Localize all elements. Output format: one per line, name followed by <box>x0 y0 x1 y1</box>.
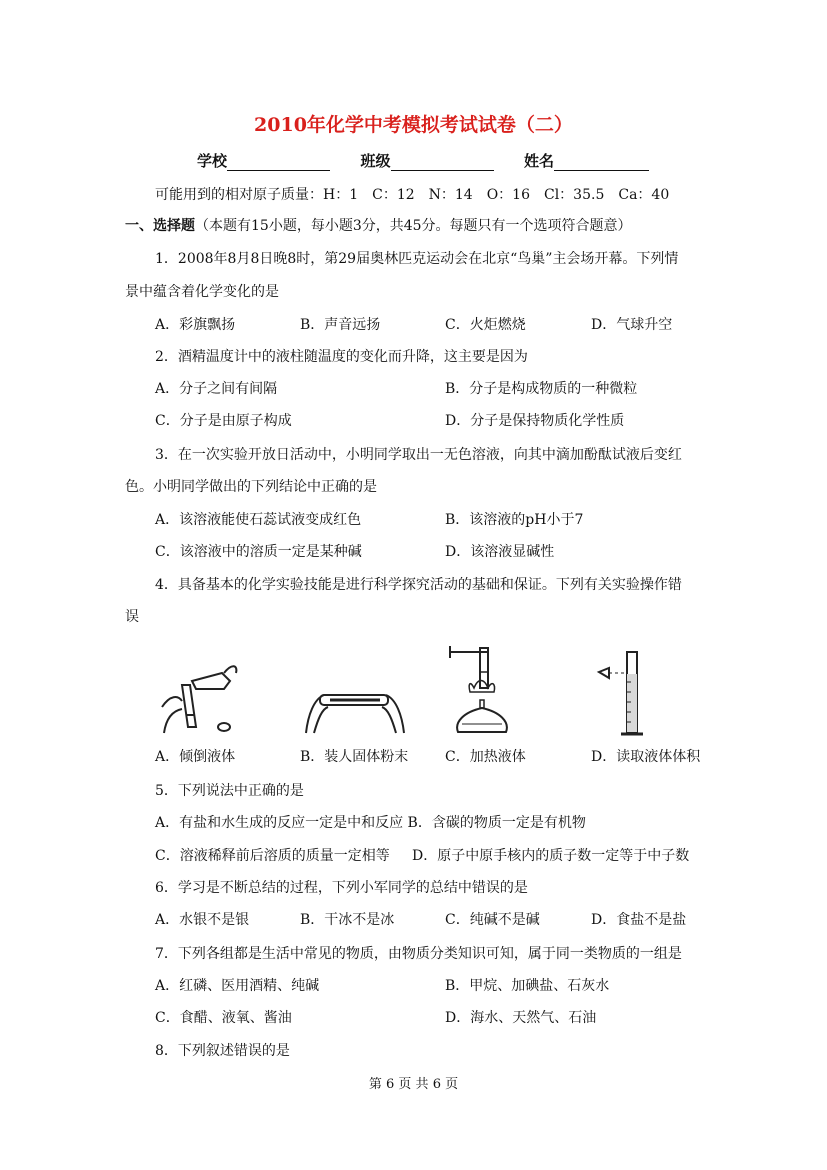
option-a[interactable]: A．水银不是银 <box>155 912 250 928</box>
option-a[interactable]: A．倾倒液体 <box>155 749 236 765</box>
school-label: 学校 <box>197 152 228 170</box>
question-text: 4．具备基本的化学实验技能是进行科学探究活动的基础和保证。下列有关实验操作错 <box>155 577 682 593</box>
section-title: 一、选择题 <box>125 218 195 234</box>
option-c[interactable]: C．火炬燃烧 <box>445 317 526 333</box>
option-d[interactable]: D．海水、天然气、石油 <box>445 1010 597 1026</box>
option-c[interactable]: C．食醋、液氧、酱油 <box>155 1010 292 1026</box>
option-d[interactable]: D．该溶液显碱性 <box>445 544 555 560</box>
option-b[interactable]: B．装人固体粉末 <box>300 749 409 765</box>
option-b[interactable]: B．声音远扬 <box>300 317 381 333</box>
student-info-line <box>197 150 649 171</box>
option-c[interactable]: C．加热液体 <box>445 749 526 765</box>
name-label: 姓名 <box>523 152 554 170</box>
question-text: 1．2008年8月8日晚8时，第29届奥林匹克运动会在北京“鸟巢”主会场开幕。下列情 <box>155 251 679 267</box>
name-field[interactable] <box>554 156 649 171</box>
option-a[interactable]: A．红磷、医用酒精、纯碱 <box>155 978 320 994</box>
option-a[interactable]: A．分子之间有间隔 <box>155 381 278 397</box>
question-text: 误 <box>125 609 139 625</box>
question-text: 2．酒精温度计中的液柱随温度的变化而升降，这主要是因为 <box>155 349 528 365</box>
pouring-liquid-figure <box>152 655 242 735</box>
option-a[interactable]: A．该溶液能使石蕊试液变成红色 <box>155 512 362 528</box>
question-text: 景中蕴含着化学变化的是 <box>125 284 279 300</box>
class-label: 班级 <box>360 152 391 170</box>
reading-volume-figure <box>595 648 655 740</box>
option-b[interactable]: B．甲烷、加碘盐、石灰水 <box>445 978 610 994</box>
class-field[interactable] <box>391 156 494 171</box>
section-heading <box>125 215 632 235</box>
school-field[interactable] <box>227 156 330 171</box>
option-d[interactable]: D．原子中原手核内的质子数一定等于中子数 <box>412 848 690 864</box>
option-c[interactable]: C．该溶液中的溶质一定是某种碱 <box>155 544 362 560</box>
question-text: 8．下列叙述错误的是 <box>155 1043 290 1059</box>
question-text: 7．下列各组都是生活中常见的物质，由物质分类知识可知，属于同一类物质的一组是 <box>155 946 682 962</box>
heating-liquid-figure <box>440 640 510 740</box>
option-ab[interactable]: A．有盐和水生成的反应一定是中和反应 B．含碳的物质一定是有机物 <box>155 815 586 831</box>
option-b[interactable]: B．该溶液的pH小于7 <box>445 512 584 528</box>
atomic-mass-line: 可能用到的相对原子质量：H：1 C：12 N：14 O：16 Cl：35.5 Ca：40 <box>155 187 670 203</box>
option-d[interactable]: D．气球升空 <box>591 317 673 333</box>
question-text: 6．学习是不断总结的过程，下列小军同学的总结中错误的是 <box>155 880 528 896</box>
option-a[interactable]: A．彩旗飘扬 <box>155 317 236 333</box>
question-text: 5．下列说法中正确的是 <box>155 783 304 799</box>
page-title: 2010年化学中考模拟考试试卷（二） <box>254 114 573 136</box>
option-c[interactable]: C．纯碱不是碱 <box>445 912 540 928</box>
question-text: 3．在一次实验开放日活动中，小明同学取出一无色溶液，向其中滴加酚酞试液后变红 <box>155 447 682 463</box>
question-text: 色。小明同学做出的下列结论中正确的是 <box>125 479 377 495</box>
option-d[interactable]: D．读取液体体积 <box>591 749 701 765</box>
option-c[interactable]: C．分子是由原子构成 <box>155 413 292 429</box>
option-c[interactable]: C．溶液稀释前后溶质的质量一定相等 <box>155 848 390 864</box>
option-b[interactable]: B．分子是构成物质的一种微粒 <box>445 381 638 397</box>
page-footer: 第 6 页 共 6 页 <box>368 1077 459 1092</box>
section-note: （本题有15小题，每小题3分，共45分。每题只有一个选项符合题意） <box>195 218 632 234</box>
option-d[interactable]: D．分子是保持物质化学性质 <box>445 413 625 429</box>
option-b[interactable]: B．干冰不是冰 <box>300 912 395 928</box>
loading-powder-figure <box>300 675 410 735</box>
option-d[interactable]: D．食盐不是盐 <box>591 912 687 928</box>
